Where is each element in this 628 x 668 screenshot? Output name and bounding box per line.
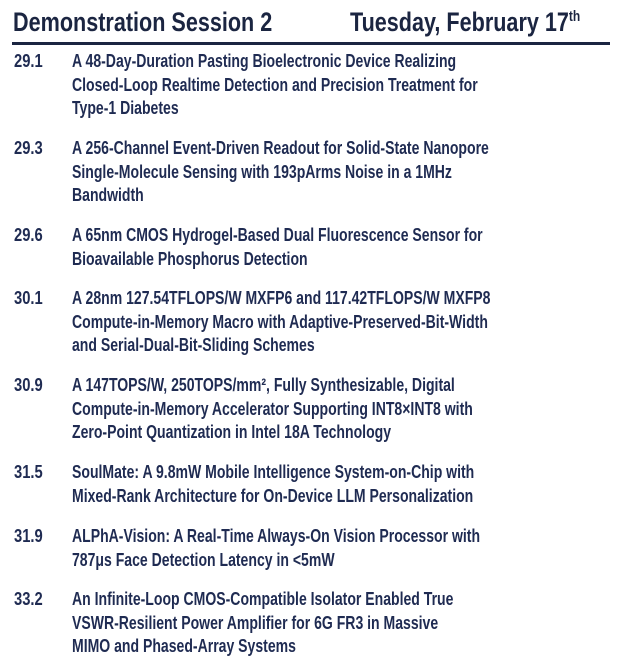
session-title: Demonstration Session 2 — [13, 7, 273, 37]
paper-number: 29.1 — [14, 51, 43, 71]
paper-title-line: Compute-in-Memory Macro with Adaptive-Preserved-Bit-Width — [72, 311, 488, 332]
paper-title-line: A 65nm CMOS Hydrogel-Based Dual Fluorescence Sensor for — [72, 225, 483, 245]
paper-title-line: Closed-Loop Realtime Detection and Precision Treatment for — [72, 74, 478, 95]
paper-number: 30.9 — [14, 375, 43, 395]
paper-number: 31.5 — [14, 462, 43, 482]
paper-number: 33.2 — [14, 589, 43, 609]
paper-title-line: A 48-Day-Duration Pasting Bioelectronic Device Realizing — [72, 51, 457, 71]
paper-title-line: Bioavailable Phosphorus Detection — [72, 248, 308, 269]
paper-title-line: Zero-Point Quantization in Intel 18A Technology — [72, 422, 392, 442]
paper-title-line: A 147TOPS/W, 250TOPS/mm², Fully Synthesizable, Digital — [72, 375, 455, 395]
paper-number: 30.1 — [14, 288, 43, 308]
paper-title-line: 787μs Face Detection Latency in <5mW — [72, 549, 335, 570]
paper-title — [72, 588, 602, 659]
paper-number: 31.9 — [14, 526, 43, 546]
paper-title — [72, 137, 602, 208]
paper-title-line: ALPhA-Vision: A Real-Time Always-On Vision Processor with — [72, 526, 481, 546]
paper-title — [72, 287, 602, 358]
header-divider — [12, 42, 610, 45]
paper-title-line: A 28nm 127.54TFLOPS/W MXFP6 and 117.42TFLOPS/W MXFP8 — [72, 288, 491, 308]
paper-title — [72, 224, 602, 271]
paper-title-line: Mixed-Rank Architecture for On-Device LLM Personalization — [72, 485, 474, 506]
paper-title-line: MIMO and Phased-Array Systems — [72, 636, 296, 656]
paper-title-line: VSWR-Resilient Power Amplifier for 6G FR3 in Massive — [72, 612, 439, 633]
paper-title-line: Bandwidth — [72, 185, 144, 205]
paper-title-line: A 256-Channel Event-Driven Readout for Solid-State Nanopore — [72, 138, 489, 158]
paper-title — [72, 525, 602, 572]
paper-title-line: Single-Molecule Sensing with 193pArms Noise in a 1MHz — [72, 161, 452, 182]
paper-title-line: Compute-in-Memory Accelerator Supporting INT8×INT8 with — [72, 398, 473, 419]
paper-title — [72, 50, 602, 121]
session-date — [350, 4, 580, 40]
paper-title — [72, 461, 602, 508]
session-header — [13, 4, 610, 40]
paper-number: 29.6 — [14, 225, 43, 245]
paper-title-line: Type-1 Diabetes — [72, 98, 179, 118]
session-date-suffix: th — [568, 8, 581, 25]
session-date-text: Tuesday, February 17 — [350, 7, 569, 37]
paper-number: 29.3 — [14, 138, 43, 158]
paper-title — [72, 374, 602, 445]
paper-title-line: SoulMate: A 9.8mW Mobile Intelligence System-on-Chip with — [72, 462, 475, 482]
paper-title-line: An Infinite-Loop CMOS-Compatible Isolator Enabled True — [72, 589, 454, 609]
paper-title-line: and Serial-Dual-Bit-Sliding Schemes — [72, 335, 315, 355]
